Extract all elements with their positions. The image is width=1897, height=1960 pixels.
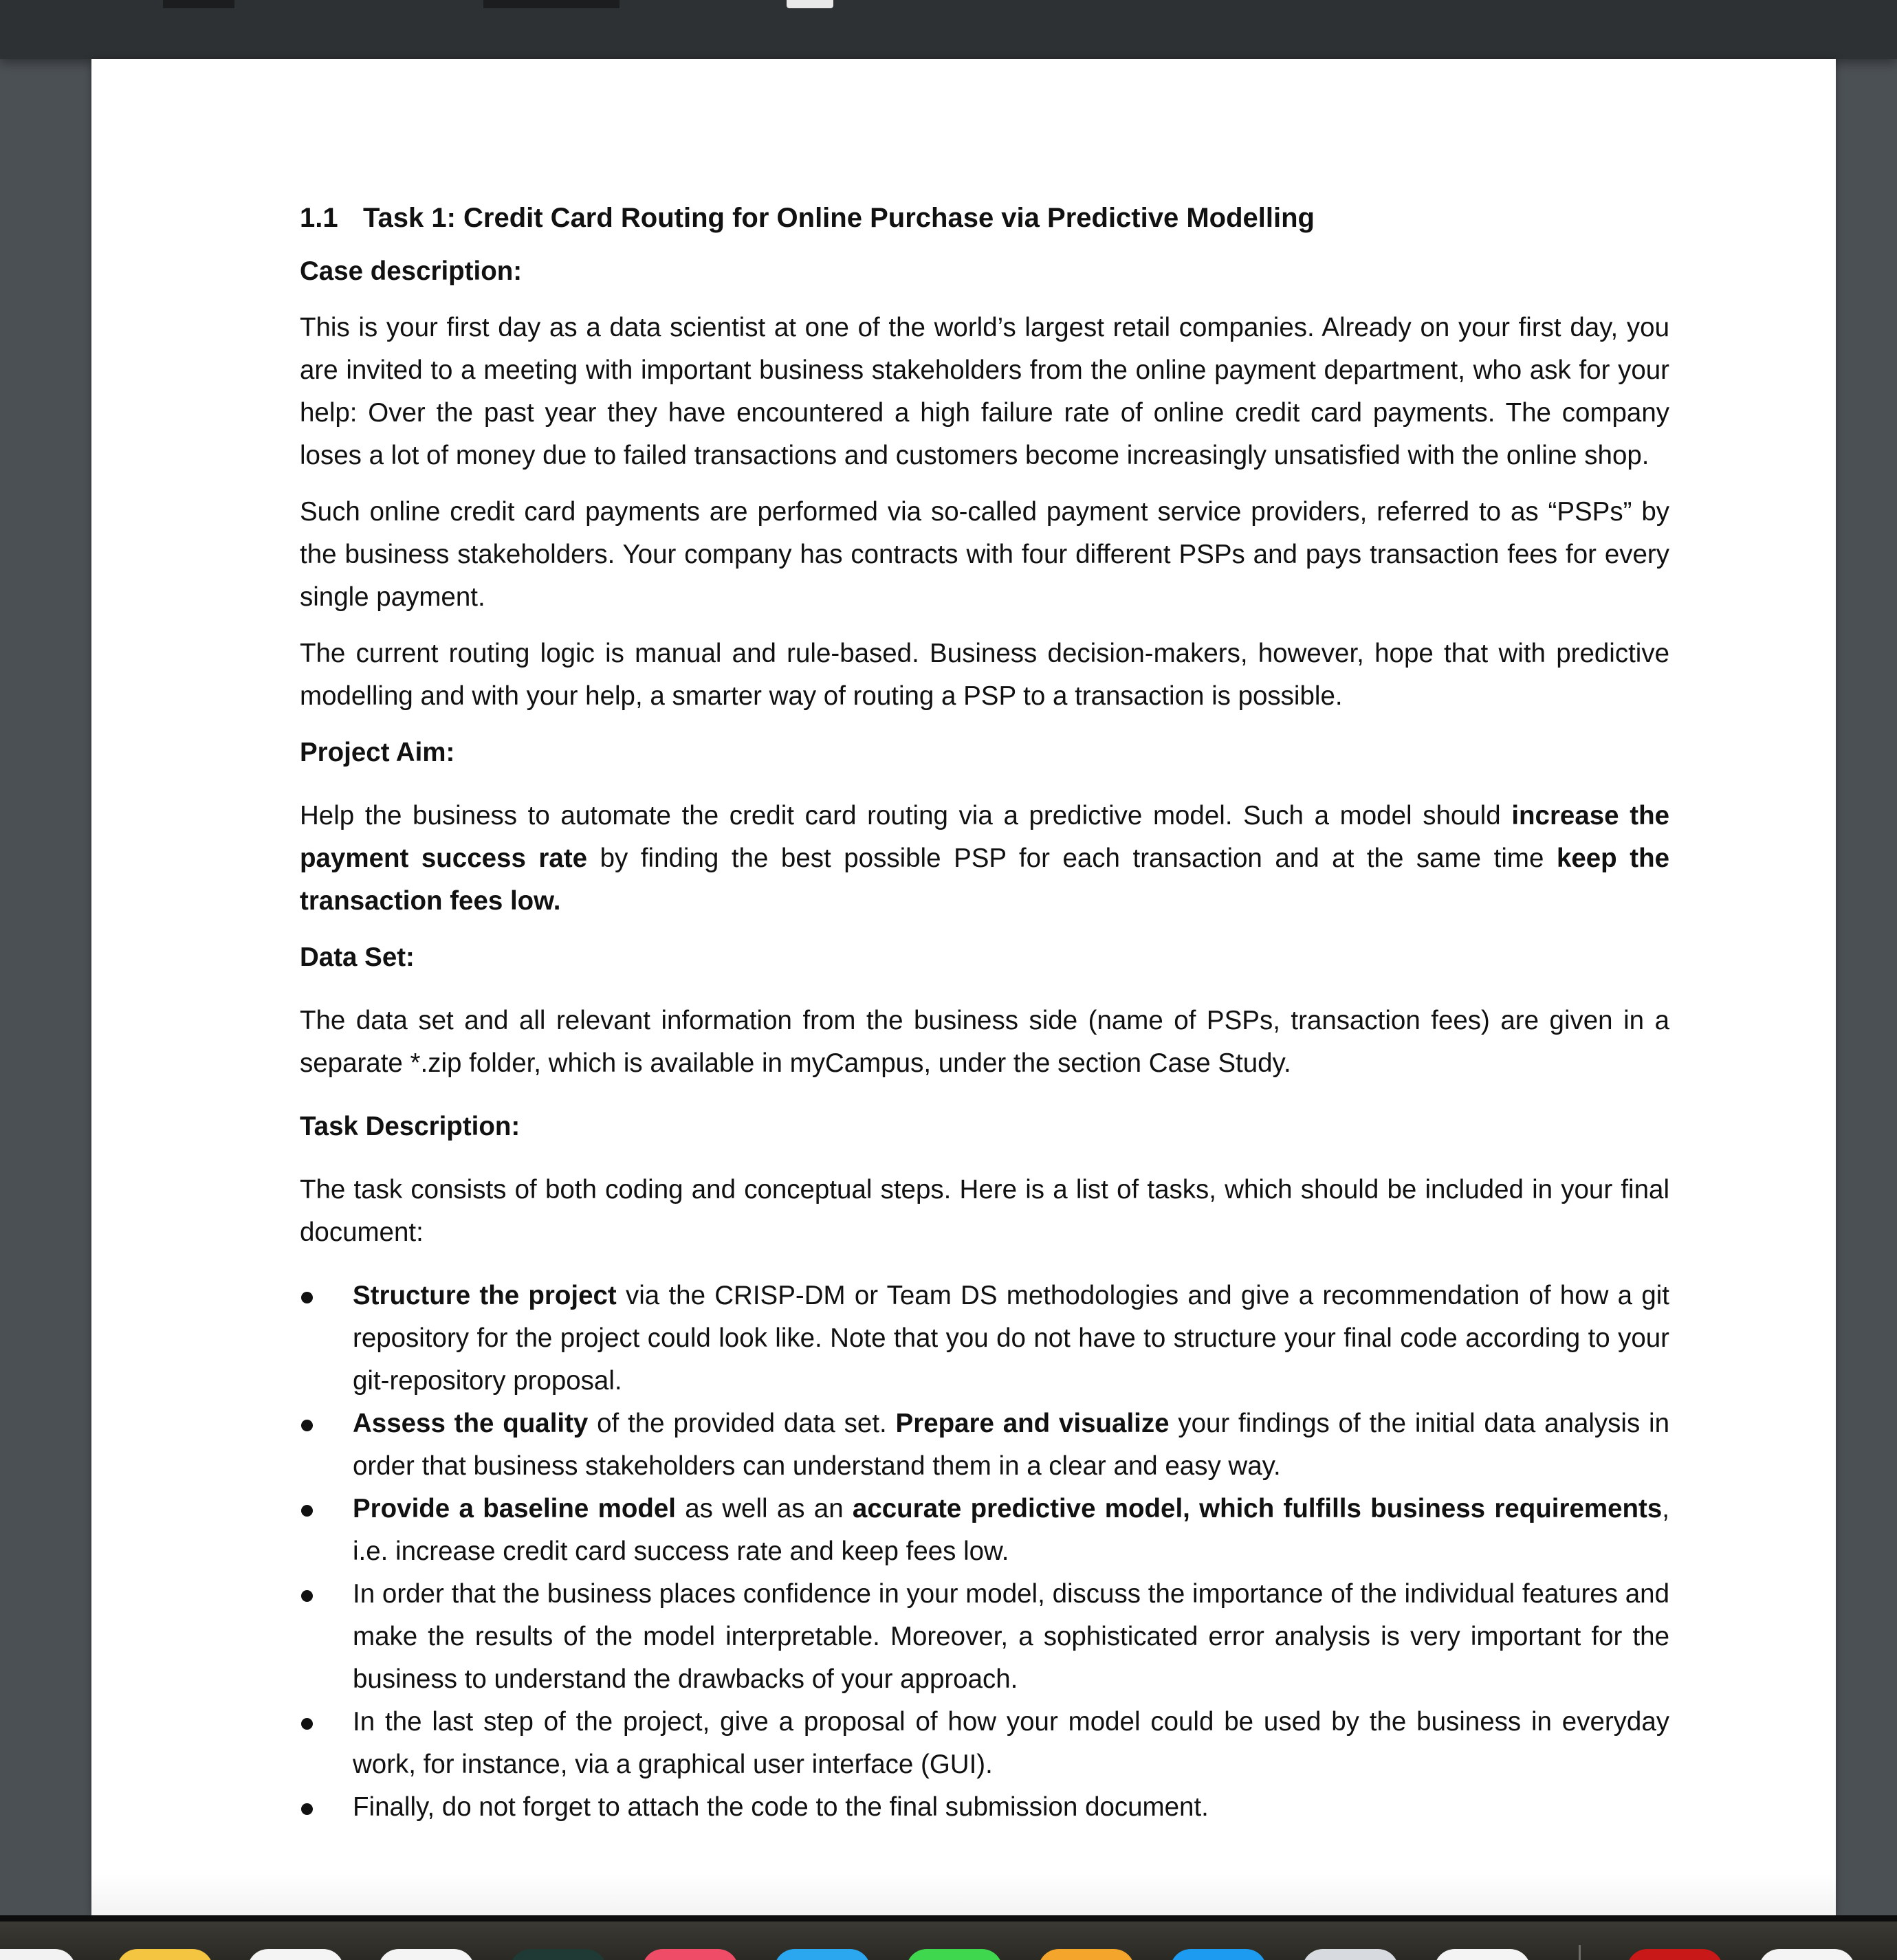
list-item <box>300 1573 1669 1701</box>
data-set-heading: Data Set: <box>300 943 415 972</box>
task-2-text-2: your findings of the initial data analysis in order that business stakeholders can understand them in a clear and easy way. <box>353 1409 1669 1481</box>
task-2-bold-1: Assess the quality <box>353 1409 589 1438</box>
app-icon-1[interactable] <box>0 1949 76 1960</box>
aim-text-2: by finding the best possible PSP for each transaction and at the same time <box>587 844 1557 873</box>
app-icon-10[interactable] <box>1170 1949 1267 1960</box>
project-aim-heading: Project Aim: <box>300 738 455 767</box>
task-4-text: In order that the business places confidence in your model, discuss the importance of the individual features and make the results of the model interpretable. Moreover, a sophisticated error analysis is very important for the business to understand the drawbacks of your approach. <box>353 1579 1669 1694</box>
task-1-bold: Structure the project <box>353 1281 617 1310</box>
toolbar-control-2[interactable] <box>483 0 619 8</box>
list-item <box>300 1786 1669 1829</box>
list-item <box>300 1402 1669 1488</box>
app-icon-4[interactable] <box>378 1949 474 1960</box>
case-description-heading: Case description: <box>300 256 523 286</box>
page-content <box>300 197 1669 1829</box>
bullet-icon <box>301 1292 313 1303</box>
aim-text-1: Help the business to automate the credit card routing via a predictive model. Such a model should <box>300 801 1512 830</box>
viewer-toolbar <box>0 0 1897 59</box>
app-icon-7[interactable] <box>774 1949 870 1960</box>
task-3-bold-2: accurate predictive model, which fulfills business requirements <box>852 1494 1663 1523</box>
section-number: 1.1 <box>300 203 338 233</box>
dock-divider <box>1579 1945 1581 1960</box>
bullet-icon <box>301 1803 313 1815</box>
app-icon-12[interactable] <box>1434 1949 1531 1960</box>
app-icon-6[interactable] <box>642 1949 738 1960</box>
case-paragraph-1: This is your first day as a data scientist at one of the world’s largest retail companies. Already on your first day, you are invited to a meeting with important business stakeholders from the online payment department, who ask for your help: Over the past year they have encountered a high failure rate of online credit card payments. The company loses a lot of money due to failed transactions and customers become increasingly unsatisfied with the online shop. <box>300 313 1669 470</box>
bullet-icon <box>301 1420 313 1431</box>
page-bottom-fade <box>91 1874 1836 1915</box>
app-icon-9[interactable] <box>1038 1949 1134 1960</box>
bullet-icon <box>301 1505 313 1517</box>
document-page <box>91 59 1836 1915</box>
case-paragraph-2: Such online credit card payments are performed via so-called payment service providers, referred to as “PSPs” by the business stakeholders. Your company has contracts with four different PSPs and pays transaction fees for every single payment. <box>300 497 1669 612</box>
app-icon-5[interactable] <box>510 1949 606 1960</box>
case-paragraph-3: The current routing logic is manual and rule-based. Business decision-makers, however, hope that with predictive modelling and with your help, a smarter way of routing a PSP to a transaction is possible. <box>300 639 1669 711</box>
app-icon-11[interactable] <box>1302 1949 1399 1960</box>
app-icon-3[interactable] <box>248 1949 344 1960</box>
task-list <box>300 1275 1669 1829</box>
task-6-text: Finally, do not forget to attach the code to the final submission document. <box>353 1792 1209 1822</box>
task-description-heading: Task Description: <box>300 1112 520 1141</box>
dock-separator <box>0 1915 1897 1922</box>
list-item <box>300 1488 1669 1573</box>
task-3-bold-1: Provide a baseline model <box>353 1494 676 1523</box>
list-item <box>300 1275 1669 1402</box>
app-icon-8[interactable] <box>906 1949 1002 1960</box>
app-icon-13[interactable] <box>1627 1949 1723 1960</box>
dock <box>0 1922 1897 1960</box>
task-1-text: via the CRISP-DM or Team DS methodologies and give a recommendation of how a git repository for the project could look like. Note that you do not have to structure your final code according to your git-repository proposal. <box>353 1281 1669 1396</box>
data-set-paragraph: The data set and all relevant information from the business side (name of PSPs, transaction fees) are given in a separate *.zip folder, which is available in myCampus, under the section Case Study. <box>300 1006 1669 1078</box>
aim-bold-2: keep the transaction fees low. <box>300 844 1669 916</box>
bullet-icon <box>301 1718 313 1730</box>
list-item <box>300 1701 1669 1786</box>
aim-bold-1: increase the payment success rate <box>300 801 1670 873</box>
task-5-text: In the last step of the project, give a proposal of how your model could be used by the business in everyday work, for instance, via a graphical user interface (GUI). <box>353 1707 1669 1779</box>
app-icon-2[interactable] <box>117 1949 213 1960</box>
bullet-icon <box>301 1590 313 1602</box>
app-icon-14[interactable] <box>1759 1949 1855 1960</box>
task-2-text-1: of the provided data set. <box>588 1409 896 1438</box>
task-2-bold-2: Prepare and visualize <box>895 1409 1170 1438</box>
toolbar-control-1[interactable] <box>163 0 234 8</box>
section-title: Task 1: Credit Card Routing for Online Purchase via Predictive Modelling <box>363 203 1315 233</box>
task-3-text-2: , i.e. increase credit card success rate and keep fees low. <box>353 1494 1669 1566</box>
toolbar-control-3[interactable] <box>787 0 833 8</box>
task-3-text-1: as well as an <box>675 1494 853 1523</box>
project-aim-paragraph <box>300 795 1669 923</box>
section-heading <box>300 197 1669 239</box>
task-intro-paragraph: The task consists of both coding and conceptual steps. Here is a list of tasks, which should be included in your final document: <box>300 1175 1669 1247</box>
